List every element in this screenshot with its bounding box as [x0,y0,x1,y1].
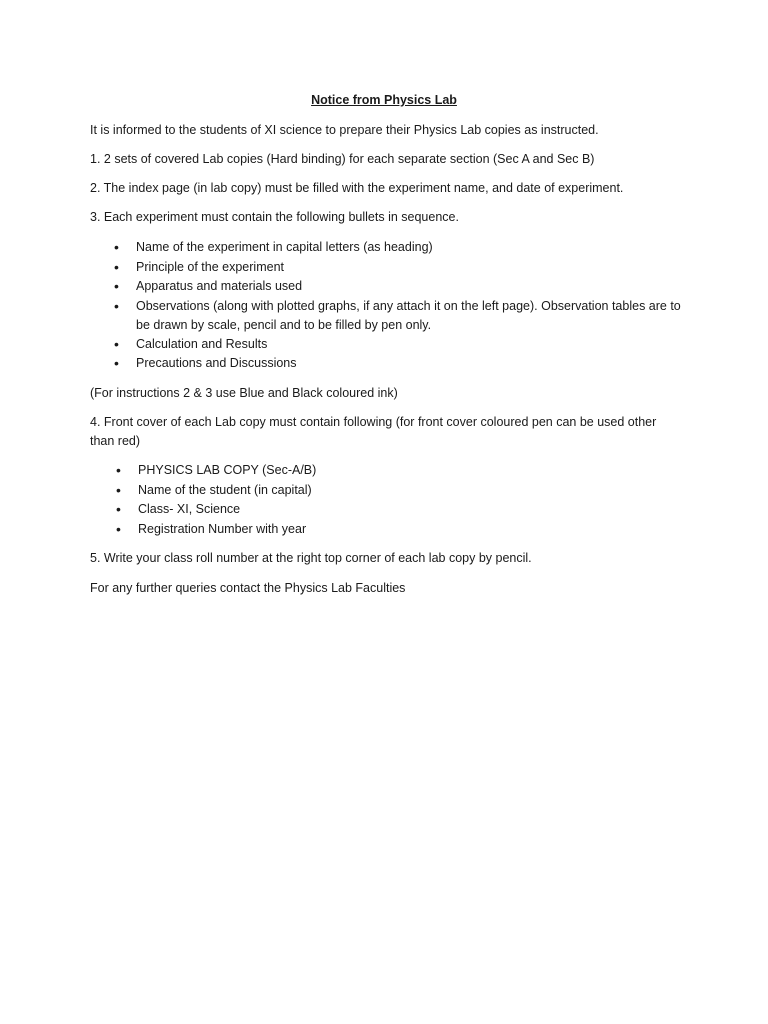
instruction-5: 5. Write your class roll number at the right top corner of each lab copy by pencil. [90,551,532,565]
ink-note: (For instructions 2 & 3 use Blue and Black coloured ink) [90,386,398,400]
bullet-icon: • [116,521,121,537]
list-item-text: Calculation and Results [136,337,268,351]
bullet-icon: • [114,239,119,255]
instruction-1: 1. 2 sets of covered Lab copies (Hard binding) for each separate section (Sec A and Sec B) [90,152,595,166]
bullet-icon: • [116,482,121,498]
bullet-icon: • [116,501,121,517]
list-item-text: Name of the student (in capital) [138,483,312,497]
list-item-text: PHYSICS LAB COPY (Sec-A/B) [138,463,317,477]
bullet-icon: • [114,355,119,371]
bullet-icon: • [114,259,119,275]
intro-paragraph: It is informed to the students of XI science to prepare their Physics Lab copies as instructed. [90,123,599,137]
list-item-text: Name of the experiment in capital letters (as heading) [136,240,433,254]
instruction-4: 4. Front cover of each Lab copy must contain following (for front cover coloured pen can be used other than red) [90,415,657,448]
footer-note: For any further queries contact the Physics Lab Faculties [90,581,406,595]
notice-title: Notice from Physics Lab [311,93,457,107]
list-item-text: Class- XI, Science [138,502,241,516]
bullet-icon: • [114,298,119,314]
list-item-text: Registration Number with year [138,522,307,536]
bullet-icon: • [114,278,119,294]
instruction-2: 2. The index page (in lab copy) must be filled with the experiment name, and date of experiment. [90,181,624,195]
list-item-text: Precautions and Discussions [136,356,297,370]
instruction-3: 3. Each experiment must contain the following bullets in sequence. [90,210,459,224]
list-item-text: Observations (along with plotted graphs, if any attach it on the left page). Observation tables are to be drawn by scale, pencil and to be filled by pen only. [136,299,681,332]
bullet-icon: • [114,336,119,352]
bullet-icon: • [116,462,121,478]
list-item-text: Principle of the experiment [136,260,284,274]
list-item-text: Apparatus and materials used [136,279,303,293]
